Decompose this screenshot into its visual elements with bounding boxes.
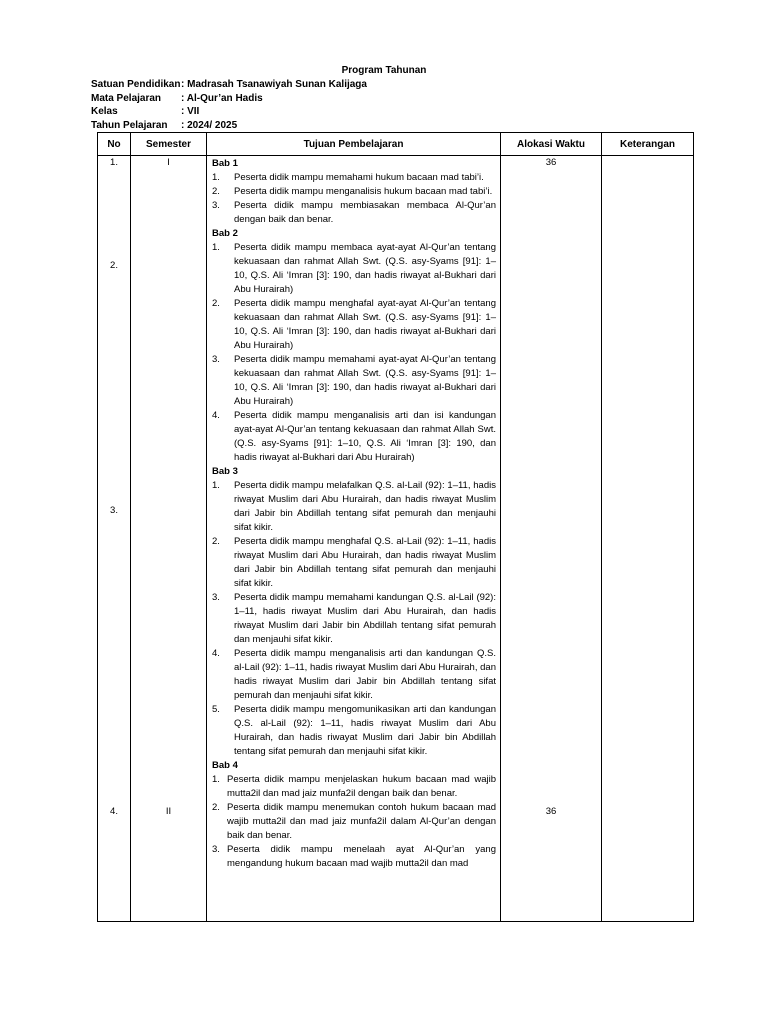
item-text: Peserta didik mampu menganalisis arti dan kandungan Q.S. al-Lail (92): 1–11, hadis riwayat Muslim dari Abu Hurairah, dan hadis riwayat Muslim dari Jabir bin Abdillah tentang sifat pemurah dan menjauhi sifat kikir.: [234, 648, 496, 701]
bab-heading: Bab 1: [212, 158, 238, 169]
item-text: Peserta didik mampu menjelaskan hukum bacaan mad wajib mutta2il dan mad jaiz munfa2il dengan baik dan benar.: [227, 774, 496, 799]
item-text: Peserta didik mampu mengomunikasikan arti dan kandungan Q.S. al-Lail (92): 1–11, hadis riwayat Muslim dari Abu Hurairah, dan hadis riwayat Muslim dari Jabir bin Abdillah tentang sifat pemurah dan menjauhi sifat kikir.: [234, 704, 496, 757]
item-text: Peserta didik mampu memahami kandungan Q.S. al-Lail (92): 1–11, hadis riwayat Muslim dari Abu Hurairah, dan hadis riwayat Muslim dari Jabir bin Abdillah tentang sifat pemurah dan menjauhi sifat kikir.: [234, 592, 496, 645]
item-number: 2.: [212, 536, 220, 547]
header-keterangan: Keterangan: [602, 133, 694, 156]
semester-cell: [131, 156, 207, 922]
item-number: 4.: [212, 410, 220, 421]
meta-value: : Al-Qur’an Hadis: [181, 92, 263, 104]
item-number: 1.: [212, 172, 220, 183]
document-meta: [91, 78, 367, 132]
meta-row-mapel: [91, 92, 367, 106]
bab-heading: Bab 3: [212, 466, 238, 477]
item-text: Peserta didik mampu menghafal Q.S. al-Lail (92): 1–11, hadis riwayat Muslim dari Abu Hurairah, dan hadis riwayat Muslim dari Jabir bin Abdillah tentang sifat pemurah dan menjauhi sifat kikir.: [234, 536, 496, 589]
item-number: 3.: [212, 844, 220, 855]
list-item: [212, 171, 496, 185]
meta-label: Kelas: [91, 106, 118, 117]
item-text: Peserta didik mampu memahami hukum bacaan mad tabi’i.: [234, 172, 484, 183]
document-title: Program Tahunan: [341, 65, 427, 76]
list-item: [212, 409, 496, 465]
semester-value: II: [165, 806, 172, 817]
item-text: Peserta didik mampu membaca ayat-ayat Al-Qur’an tentang kekuasaan dan rahmat Allah Swt. (Q.S. asy-Syams [91]: 1–10, Q.S. Ali ‘Imran [3]: 190, dan hadis riwayat al-Bukhari dari Abu Hurairah): [234, 242, 496, 295]
tujuan-content: [207, 156, 500, 871]
header-alokasi: Alokasi Waktu: [501, 133, 602, 156]
item-text: Peserta didik mampu melafalkan Q.S. al-Lail (92): 1–11, hadis riwayat Muslim dari Abu Hurairah, dan hadis riwayat Muslim dari Jabir bin Abdillah tentang sifat pemurah dan menjauhi sifat kikir.: [234, 480, 496, 533]
item-number: 2.: [212, 298, 220, 309]
bab-heading: Bab 4: [212, 760, 238, 771]
list-item: [212, 199, 496, 227]
item-text: Peserta didik mampu membiasakan membaca Al-Qur’an dengan baik dan benar.: [234, 200, 496, 225]
list-item: [212, 703, 496, 759]
row-number: 3.: [110, 505, 118, 516]
row-number: 4.: [110, 806, 118, 817]
item-text: Peserta didik mampu memahami ayat-ayat Al-Qur’an tentang kekuasaan dan rahmat Allah Swt. (Q.S. asy-Syams [91]: 1–10, Q.S. Ali ‘Imran [3]: 190, dan hadis riwayat al-Bukhari dari Abu Hurairah): [234, 354, 496, 407]
header-no: No: [98, 133, 131, 156]
meta-row-kelas: [91, 105, 367, 119]
alokasi-cell: [501, 156, 602, 922]
semester-value: I: [167, 157, 170, 168]
list-item: [212, 843, 496, 871]
item-text: Peserta didik mampu menganalisis arti dan isi kandungan ayat-ayat Al-Qur’an tentang kekuasaan dan rahmat Allah Swt. (Q.S. asy-Syams [91]: 1–10, Q.S. Ali ‘Imran [3]: 190, dan hadis riwayat al-Bukhari dari Abu Hurairah): [234, 410, 496, 463]
item-number: 1.: [212, 480, 220, 491]
meta-label: Satuan Pendidikan: [91, 79, 181, 90]
item-number: 2.: [212, 186, 220, 197]
meta-value: : 2024/ 2025: [181, 119, 238, 131]
item-number: 3.: [212, 200, 220, 211]
meta-label: Tahun Pelajaran: [91, 119, 168, 131]
item-number: 3.: [212, 592, 220, 603]
list-item: [212, 479, 496, 535]
item-text: Peserta didik mampu menelaah ayat Al-Qur’an yang mengandung hukum bacaan mad wajib mutta2il dan mad: [227, 844, 496, 869]
keterangan-cell: [602, 156, 694, 922]
item-text: Peserta didik mampu menemukan contoh hukum bacaan mad wajib mutta2il dan mad jaiz munfa2il dalam Al-Qur’an dengan baik dan benar.: [227, 802, 496, 841]
item-text: Peserta didik mampu menghafal ayat-ayat Al-Qur’an tentang kekuasaan dan rahmat Allah Swt. (Q.S. asy-Syams [91]: 1–10, Q.S. Ali ‘Imran [3]: 190, dan hadis riwayat al-Bukhari dari Abu Hurairah): [234, 298, 496, 351]
meta-row-tahun: [91, 119, 367, 133]
item-number: 1.: [212, 774, 220, 785]
list-item: [212, 185, 496, 199]
item-number: 1.: [212, 242, 220, 253]
program-table: [97, 132, 694, 922]
bab-heading: Bab 2: [212, 228, 238, 239]
item-number: 5.: [212, 704, 220, 715]
list-item: [212, 801, 496, 843]
item-text: Peserta didik mampu menganalisis hukum bacaan mad tabi’i.: [234, 186, 493, 197]
list-item: [212, 773, 496, 801]
list-item: [212, 535, 496, 591]
alokasi-value: 36: [545, 157, 557, 168]
row-number: 1.: [110, 157, 118, 168]
list-item: [212, 297, 496, 353]
meta-label: Mata Pelajaran: [91, 92, 162, 104]
list-item: [212, 647, 496, 703]
meta-value: : VII: [181, 106, 200, 117]
item-number: 3.: [212, 354, 220, 365]
table-row: [98, 156, 694, 922]
item-number: 4.: [212, 648, 220, 659]
alokasi-value: 36: [545, 806, 557, 817]
table-header-row: [98, 133, 694, 156]
meta-row-satuan: [91, 78, 367, 92]
list-item: [212, 241, 496, 297]
row-number: 2.: [110, 260, 118, 271]
list-item: [212, 591, 496, 647]
tujuan-cell: [207, 156, 501, 922]
meta-value: : Madrasah Tsanawiyah Sunan Kalijaga: [181, 79, 367, 90]
header-tujuan: Tujuan Pembelajaran: [207, 133, 501, 156]
header-semester: Semester: [131, 133, 207, 156]
no-cell: [98, 156, 131, 922]
list-item: [212, 353, 496, 409]
item-number: 2.: [212, 802, 220, 813]
